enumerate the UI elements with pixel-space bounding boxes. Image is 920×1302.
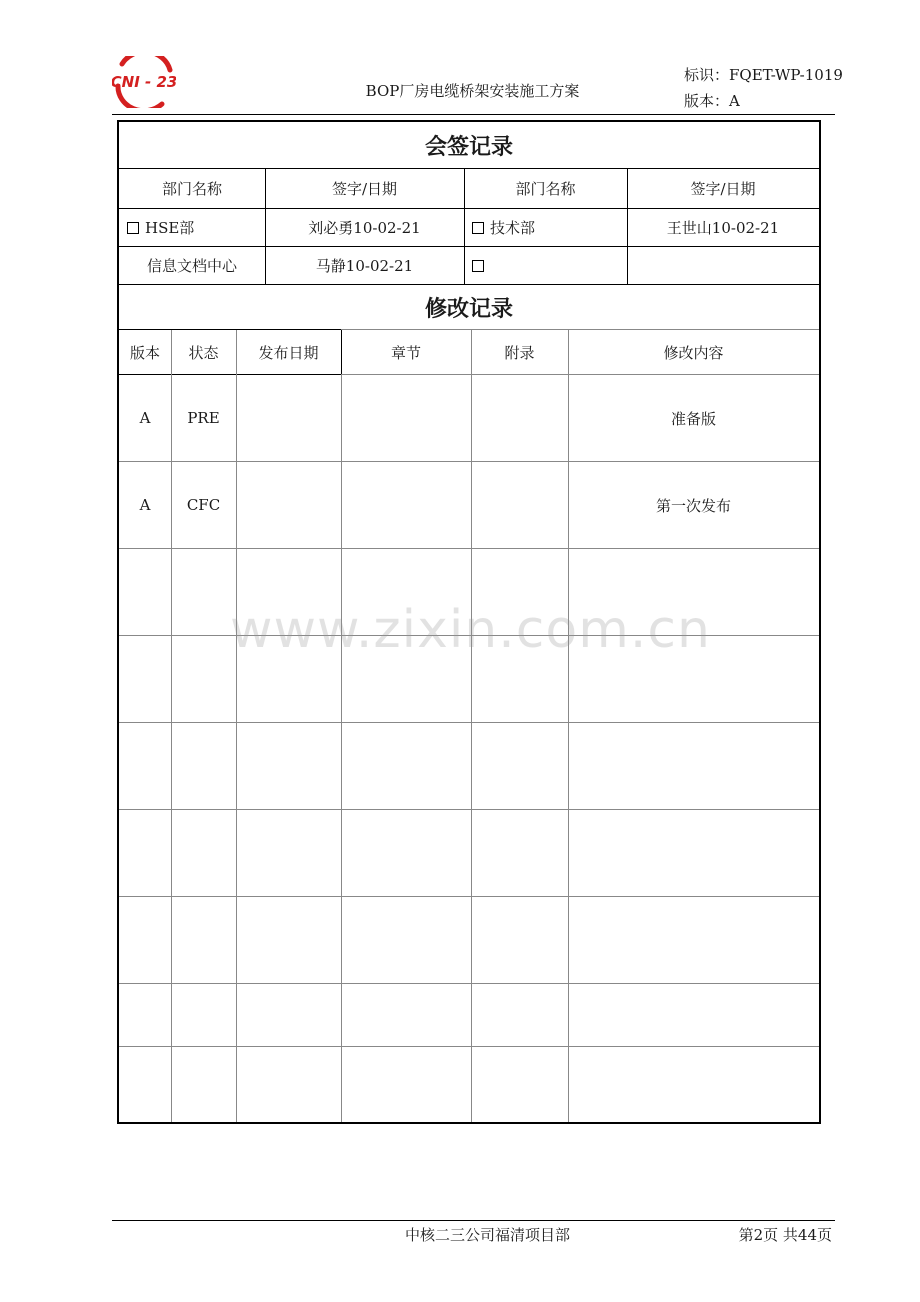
- divider: [171, 330, 172, 1122]
- revision-col-content: 修改内容: [663, 343, 724, 362]
- signoff-dept-cell: [464, 247, 627, 284]
- revision-col-appendix: 附录: [504, 343, 535, 362]
- divider: [627, 169, 628, 284]
- checkbox-icon[interactable]: [472, 222, 484, 234]
- divider: [568, 330, 569, 1122]
- document-title: BOP厂房电缆桥架安装施工方案: [365, 82, 580, 100]
- signoff-dept-cell: 信息文档中心: [146, 257, 237, 275]
- document-version: 版本：A: [684, 92, 740, 110]
- revision-version-cell: A: [139, 409, 151, 427]
- revision-content-cell: 准备版: [670, 409, 716, 428]
- revision-status-cell: CFC: [186, 496, 221, 514]
- divider: [119, 896, 819, 897]
- divider: [236, 330, 237, 1122]
- revision-col-date: 发布日期: [258, 343, 319, 362]
- divider: [341, 374, 342, 1122]
- signoff-sign-cell: [627, 247, 819, 284]
- divider: [265, 169, 266, 284]
- divider: [119, 548, 819, 549]
- footer-organization: 中核二三公司福清项目部: [404, 1226, 570, 1244]
- divider: [119, 722, 819, 723]
- divider: [119, 809, 819, 810]
- revision-content-cell: 第一次发布: [655, 496, 731, 515]
- signoff-title: 会签记录: [424, 134, 513, 160]
- signoff-dept-label: HSE部: [145, 219, 195, 237]
- revision-col-version: 版本: [129, 343, 160, 362]
- divider: [464, 169, 465, 284]
- svg-text:CNI - 23: CNI - 23: [112, 73, 176, 91]
- signoff-sign-cell: 刘必勇10-02-21: [308, 219, 421, 237]
- signoff-col-dept-2: 部门名称: [515, 180, 576, 198]
- footer-rule: [112, 1220, 835, 1221]
- signoff-sign-cell: 马静10-02-21: [315, 257, 414, 275]
- revision-col-status: 状态: [188, 343, 219, 362]
- divider: [471, 330, 472, 1122]
- checkbox-icon[interactable]: [472, 260, 484, 272]
- revision-version-cell: A: [139, 496, 151, 514]
- signoff-dept-cell: [464, 209, 627, 246]
- signoff-dept-label: 技术部: [490, 219, 536, 237]
- company-logo: [112, 56, 176, 108]
- checkbox-icon[interactable]: [127, 222, 139, 234]
- document-id: 标识：FQET-WP-1019: [684, 66, 843, 84]
- divider: [119, 983, 819, 984]
- header-rule: [112, 114, 835, 115]
- divider: [341, 330, 342, 374]
- page-number: 第2页 共44页: [738, 1226, 832, 1244]
- revision-title: 修改记录: [424, 296, 513, 322]
- divider: [119, 1046, 819, 1047]
- revision-col-chapter: 章节: [390, 343, 421, 362]
- signoff-col-sign-2: 签字/日期: [690, 180, 756, 198]
- signoff-col-sign-1: 签字/日期: [331, 180, 398, 198]
- signoff-dept-cell: [119, 209, 265, 246]
- signoff-col-dept-1: 部门名称: [161, 180, 222, 198]
- watermark: www.zixin.com.cn: [230, 600, 711, 660]
- signoff-sign-cell: 王世山10-02-21: [666, 219, 780, 237]
- revision-status-cell: PRE: [187, 409, 220, 427]
